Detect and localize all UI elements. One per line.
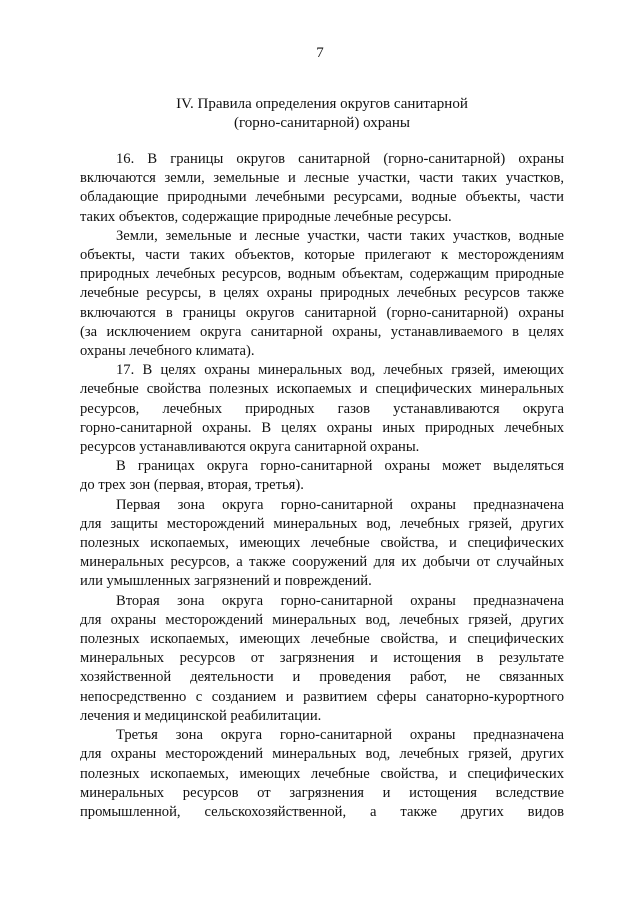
page-number: 7 (316, 45, 324, 61)
paragraph-line: полезных ископаемых, имеющих лечебные свойства, и специфических (80, 631, 564, 648)
paragraph-line: Первая зона округа горно-санитарной охраны предназначена (116, 496, 564, 513)
paragraph-line: или умышленных загрязнений и повреждений. (80, 573, 372, 590)
paragraph-line: 17. В целях охраны минеральных вод, лечебных грязей, имеющих (116, 362, 564, 379)
paragraph-line: минеральных ресурсов от загрязнения и истощения в результате (80, 650, 564, 667)
paragraph-line: горно-санитарной охраны. В целях охраны иных природных лечебных (80, 419, 564, 436)
paragraph-line: Земли, земельные и лесные участки, части таких участков, водные (116, 227, 564, 244)
paragraph (80, 227, 564, 361)
paragraph-line: непосредственно с созданием и развитием сферы санаторно-курортного (80, 688, 564, 705)
paragraph-line: лечебные ресурсы, в целях охраны природных лечебных ресурсов также (80, 285, 564, 302)
paragraph-line: минеральных ресурсов от загрязнения и истощения вследствие (80, 784, 564, 801)
paragraph-line: включаются в границы округов санитарной (горно-санитарной) охраны (80, 304, 564, 321)
paragraph-line: до трех зон (первая, вторая, третья). (80, 477, 304, 494)
paragraph-line: В границах округа горно-санитарной охраны может выделяться (116, 458, 564, 475)
paragraph-line: промышленной, сельскохозяйственной, а также других видов (80, 803, 564, 820)
paragraph-line: ресурсов, лечебных природных газов устанавливаются округа (80, 400, 564, 417)
paragraph (80, 361, 564, 457)
paragraph-line: лечебные свойства полезных ископаемых и специфических минеральных (80, 381, 564, 398)
paragraph-line: хозяйственной деятельности и проведения работ, не связанных (80, 669, 564, 686)
paragraph-line: 16. В границы округов санитарной (горно-санитарной) охраны (116, 151, 564, 167)
section-title (80, 95, 564, 133)
paragraph-line: минеральных ресурсов, а также сооружений для их добычи от случайных (80, 554, 564, 571)
paragraph (80, 592, 564, 726)
body-text (80, 150, 564, 822)
section-title-line-2: (горно-санитарной) охраны (234, 115, 410, 131)
paragraph-line: природных лечебных ресурсов, водным объектам, содержащим природные (80, 266, 564, 283)
paragraph-line: охраны лечебного климата). (80, 343, 255, 360)
paragraph-line: объекты, части таких объектов, которые прилегают к месторождениям (80, 247, 564, 264)
paragraph-line: Вторая зона округа горно-санитарной охраны предназначена (116, 592, 564, 609)
paragraph-line: для охраны месторождений минеральных вод, лечебных грязей, других (80, 746, 564, 763)
paragraph-line: (за исключением округа санитарной охраны, устанавливаемого в целях (80, 323, 564, 340)
paragraph-line: полезных ископаемых, имеющих лечебные свойства, и специфических (80, 765, 564, 782)
paragraph-line: Третья зона округа горно-санитарной охраны предназначена (116, 727, 564, 744)
section-title-line-1: IV. Правила определения округов санитарной (176, 96, 468, 112)
paragraph-line: ресурсов устанавливаются округа санитарной охраны. (80, 439, 420, 456)
paragraph-line: полезных ископаемых, имеющих лечебные свойства, и специфических (80, 535, 564, 552)
paragraph-line: обладающие природными лечебными ресурсами, водные объекты, части (80, 189, 564, 206)
paragraph (80, 726, 564, 822)
paragraph-line: включаются земли, земельные и лесные участки, части таких участков, (80, 170, 564, 187)
paragraph (80, 457, 564, 495)
paragraph (80, 496, 564, 592)
paragraph-line: таких объектов, содержащие природные лечебные ресурсы. (80, 208, 452, 225)
paragraph-line: для защиты месторождений минеральных вод, лечебных грязей, других (80, 515, 564, 532)
paragraph (80, 150, 564, 227)
paragraph-line: для охраны месторождений минеральных вод, лечебных грязей, других (80, 611, 564, 628)
paragraph-line: лечения и медицинской реабилитации. (80, 707, 322, 724)
